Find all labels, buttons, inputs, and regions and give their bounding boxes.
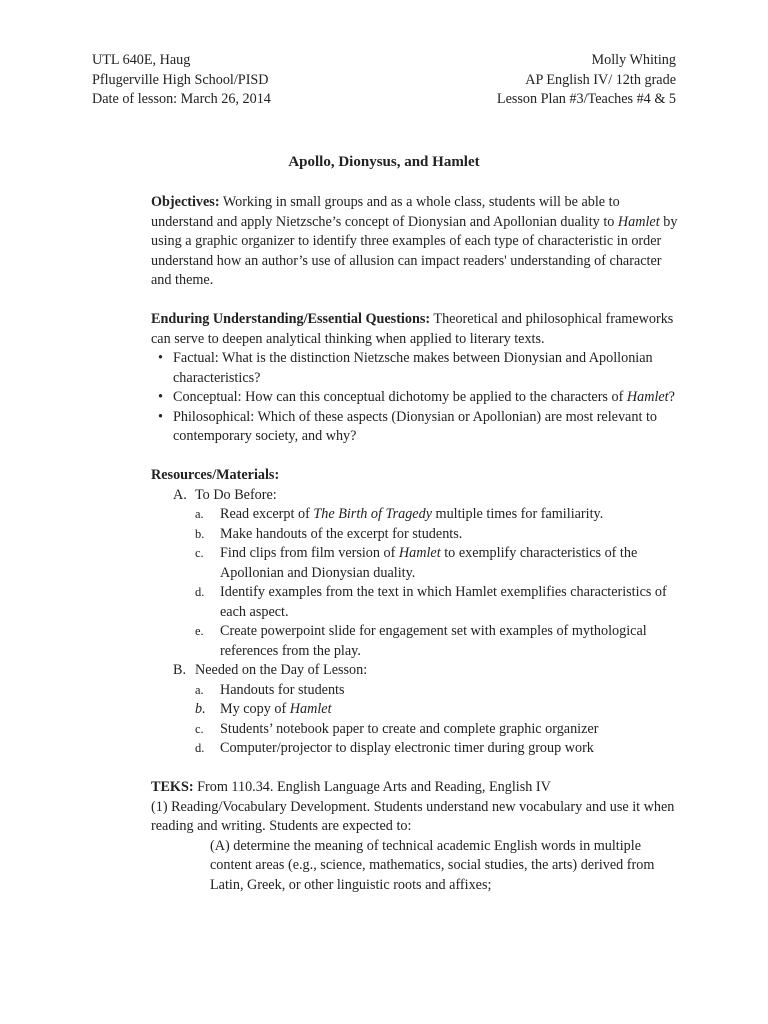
objectives-label: Objectives: [151, 194, 220, 210]
document-body [151, 193, 681, 895]
list-item: a. Read excerpt of The Birth of Tragedy multiple times for familiarity. [195, 506, 604, 522]
essential-questions-list [151, 349, 681, 447]
list-item: • Conceptual: How can this conceptual dichotomy be applied to the characters of Hamlet? [151, 388, 681, 408]
class-line: AP English IV/ 12th grade [525, 71, 676, 88]
lesson-plan-line: Lesson Plan #3/Teaches #4 & 5 [496, 91, 676, 107]
list-item: c. Students’ notebook paper to create and complete graphic organizer [195, 720, 599, 737]
list-item: a. Handouts for students [195, 681, 345, 698]
list-item: d. Identify examples from the text in which Hamlet exemplifies characteristics of each aspect. [195, 584, 667, 620]
list-item: c. Find clips from film version of Hamlet to exemplify characteristics of the Apollonian and Dionysian duality. [195, 545, 638, 581]
page-title: Apollo, Dionysus, and Hamlet [288, 154, 480, 170]
school-line: Pflugerville High School/PISD [92, 71, 269, 88]
list-item: B. Needed on the Day of Lesson: a. Handouts for students b. My copy of Hamlet c. Students’ notebook paper to create and complete graphic organizer d. Computer/projector to display electronic timer during group work [151, 661, 681, 759]
resources-heading: Resources/Materials: [151, 467, 280, 483]
header-right [497, 51, 676, 110]
list-item: e. Create powerpoint slide for engagement set with examples of mythological references from the play. [195, 623, 647, 659]
teks-section: (1) Reading/Vocabulary Development. Students understand new vocabulary and use it when reading and writing. Students are expected to: [151, 798, 675, 834]
enduring-label: Enduring Understanding/Essential Questions: [151, 311, 431, 327]
teks-paragraph: TEKS: From 110.34. English Language Arts and Reading, English IV [151, 779, 551, 795]
lesson-date-line: Date of lesson: March 26, 2014 [92, 91, 271, 107]
list-item: • Philosophical: Which of these aspects (Dionysian or Apollonian) are most relevant to contemporary society, and why? [151, 408, 681, 447]
teks-label: TEKS: [151, 779, 194, 795]
list-item: A. To Do Before: a. Read excerpt of The Birth of Tragedy multiple times for familiarity. b. Make handouts of the excerpt for students. c. Find clips from film version of Hamlet to exemplify characteristics of the Apollonian and Dionysian duality. d. Identify examples from the text in which Hamlet exemplifies characteristics of each aspect. e. Create powerpoint slide for engagement set with examples of mythological references from the play. [151, 486, 681, 662]
list-item: b. Make handouts of the excerpt for students. [195, 525, 463, 542]
list-item: b. My copy of Hamlet [195, 701, 332, 717]
list-item: d. Computer/projector to display electronic timer during group work [195, 740, 594, 756]
header-left [92, 51, 271, 110]
author-line: Molly Whiting [591, 52, 676, 68]
teks-item: (A) determine the meaning of technical academic English words in multiple content areas (e.g., science, mathematics, social studies, the arts) derived from Latin, Greek, or other linguistic roots and affixes; [210, 837, 655, 893]
course-line: UTL 640E, Haug [92, 52, 191, 68]
objectives-paragraph: Objectives: Working in small groups and as a whole class, students will be able to understand and apply Nietzsche’s concept of Dionysian and Apollonian duality to Hamlet by using a graphic organizer to identify three examples of each type of characteristic in order understand how an author’s use of allusion can impact readers' understanding of character and theme. [151, 194, 678, 288]
list-item: • Factual: What is the distinction Nietzsche makes between Dionysian and Apollonian characteristics? [151, 349, 681, 388]
resources-list [151, 486, 681, 759]
enduring-paragraph: Enduring Understanding/Essential Questions: Theoretical and philosophical frameworks can serve to deepen analytical thinking when applied to literary texts. [151, 311, 674, 347]
